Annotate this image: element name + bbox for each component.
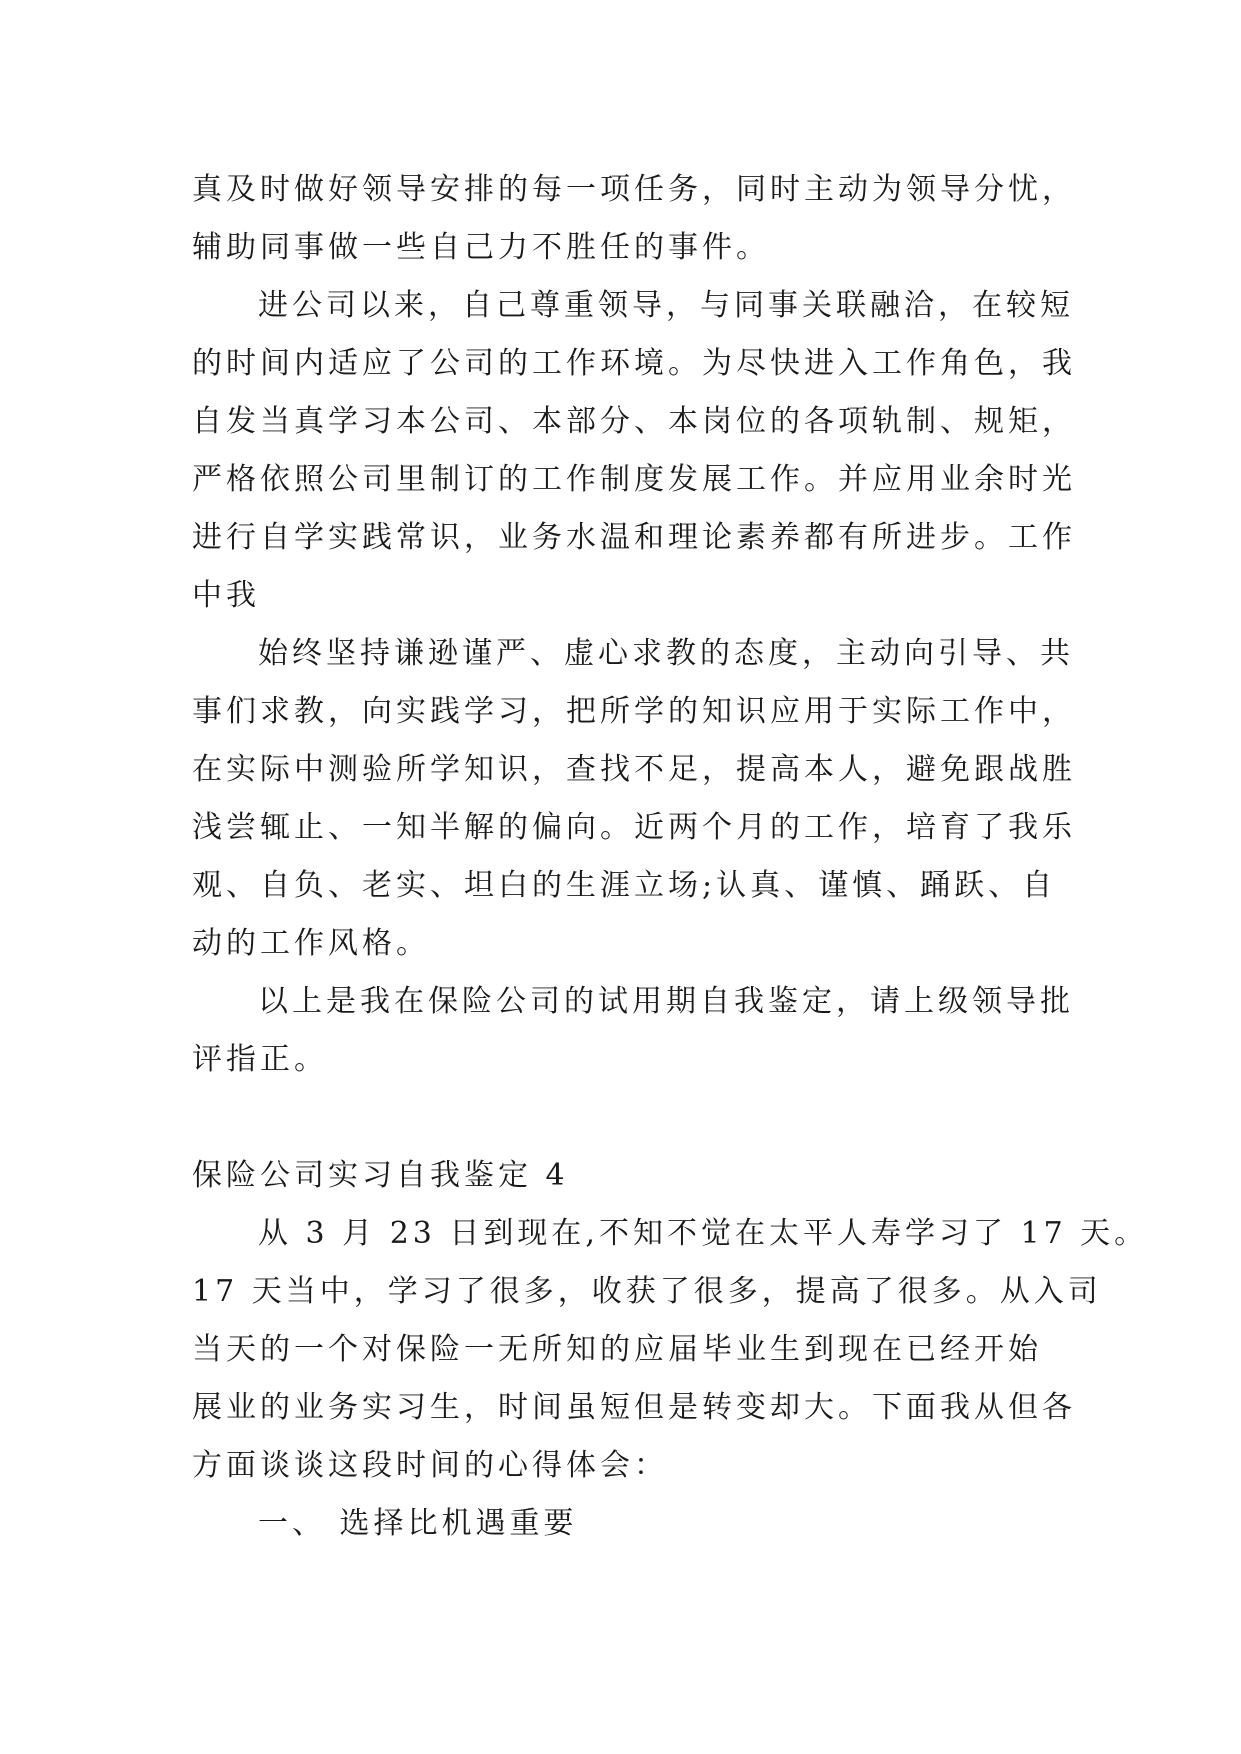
text-line: 的时间内适应了公司的工作环境。为尽快进入工作角色，我 (192, 346, 1076, 381)
text-line: 始终坚持谦逊谨严、虚心求教的态度，主动向引导、共 (258, 636, 1074, 671)
paragraph-gap (192, 1089, 1072, 1147)
list-item-heading: 一、 选择比机遇重要 (258, 1506, 578, 1541)
text-line: 当天的一个对保险一无所知的应届毕业生到现在已经开始 (192, 1332, 1042, 1367)
text-line: 严格依照公司里制订的工作制度发展工作。并应用业余时光 (192, 462, 1076, 497)
text-line: 辅助同事做一些自己力不胜任的事件。 (192, 230, 770, 265)
text-line: 评指正。 (192, 1042, 328, 1077)
section-heading: 保险公司实习自我鉴定 4 (192, 1158, 569, 1193)
text-line: 真及时做好领导安排的每一项任务，同时主动为领导分忧， (192, 172, 1076, 207)
text-line: 动的工作风格。 (192, 926, 430, 961)
text-line: 展业的业务实习生，时间虽短但是转变却大。下面我从但各 (192, 1390, 1076, 1425)
text-line: 事们求教，向实践学习，把所学的知识应用于实际工作中， (192, 694, 1076, 729)
text-line: 进行自学实践常识，业务水温和理论素养都有所进步。工作 (192, 520, 1076, 555)
text-line: 观、自负、老实、坦白的生涯立场;认真、谨慎、踊跃、自 (192, 868, 1057, 903)
text-line: 方面谈谈这段时间的心得体会： (192, 1448, 668, 1483)
text-line: 17 天当中，学习了很多，收获了很多，提高了很多。从入司 (192, 1274, 1102, 1309)
text-line: 从 3 月 23 日到现在,不知不觉在太平人寿学习了 17 天。 (258, 1216, 1149, 1251)
text-line: 浅尝辄止、一知半解的偏向。近两个月的工作，培育了我乐 (192, 810, 1076, 845)
text-line: 自发当真学习本公司、本部分、本岗位的各项轨制、规矩， (192, 404, 1076, 439)
body-text (192, 161, 1149, 1553)
text-line: 在实际中测验所学知识，查找不足，提高本人，避免跟战胜 (192, 752, 1076, 787)
text-line: 中我 (192, 578, 260, 613)
text-line: 以上是我在保险公司的试用期自我鉴定，请上级领导批 (258, 984, 1074, 1019)
text-line: 进公司以来，自己尊重领导，与同事关联融洽，在较短 (258, 288, 1074, 323)
